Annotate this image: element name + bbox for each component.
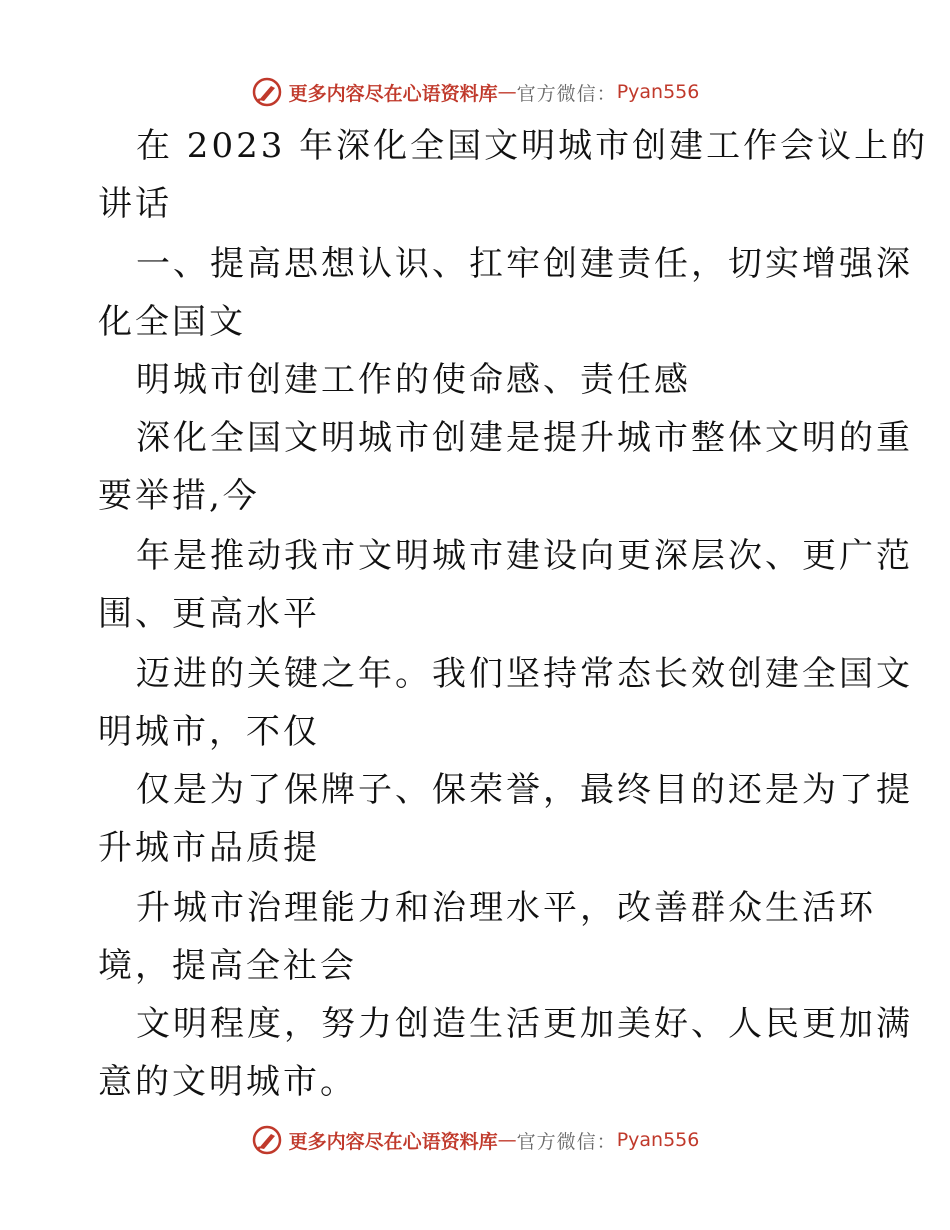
paragraph-line: 深化全国文明城市创建是提升城市整体文明的重: [136, 418, 913, 458]
section-heading-line-3: 明城市创建工作的使命感、责任感: [136, 360, 691, 400]
paragraph-line: 仅是为了保牌子、保荣誉，最终目的还是为了提: [136, 770, 913, 810]
paragraph-line: 境，提高全社会: [98, 946, 357, 986]
watermark-wechat-label: 官方微信：: [516, 82, 617, 105]
paragraph-line: 升城市品质提: [98, 828, 320, 868]
watermark-main-text: 更多内容尽在心语资料库: [288, 82, 498, 105]
watermark-wechat-id: Pyan556: [616, 81, 700, 103]
watermark-main-text: 更多内容尽在心语资料库: [288, 1130, 498, 1153]
document-title-line-1: 在 2023 年深化全国文明城市创建工作会议上的: [136, 126, 929, 166]
footer-watermark: [0, 1120, 950, 1160]
watermark-wechat-label: 官方微信：: [516, 1130, 617, 1153]
paragraph-line: 迈进的关键之年。我们坚持常态长效创建全国文: [136, 654, 913, 694]
pen-nib-logo-icon: [251, 76, 283, 108]
watermark-separator: —: [497, 81, 517, 103]
paragraph-line: 文明程度，努力创造生活更加美好、人民更加满: [136, 1004, 913, 1044]
paragraph-line: 升城市治理能力和治理水平，改善群众生活环: [136, 888, 876, 928]
header-watermark: [0, 72, 950, 112]
section-heading-line-2: 化全国文: [98, 302, 246, 342]
watermark-wechat-id: Pyan556: [616, 1129, 700, 1151]
paragraph-line: 围、更高水平: [98, 594, 320, 634]
paragraph-line: 要举措,今: [98, 476, 260, 516]
paragraph-line: 年是推动我市文明城市建设向更深层次、更广范: [136, 536, 913, 576]
paragraph-line: 意的文明城市。: [98, 1062, 357, 1102]
document-title-line-2: 讲话: [98, 184, 172, 224]
paragraph-line: 明城市，不仅: [98, 712, 320, 752]
watermark-separator: —: [497, 1129, 517, 1151]
pen-nib-logo-icon: [251, 1124, 283, 1156]
section-heading-line-1: 一、提高思想认识、扛牢创建责任，切实增强深: [136, 244, 913, 284]
